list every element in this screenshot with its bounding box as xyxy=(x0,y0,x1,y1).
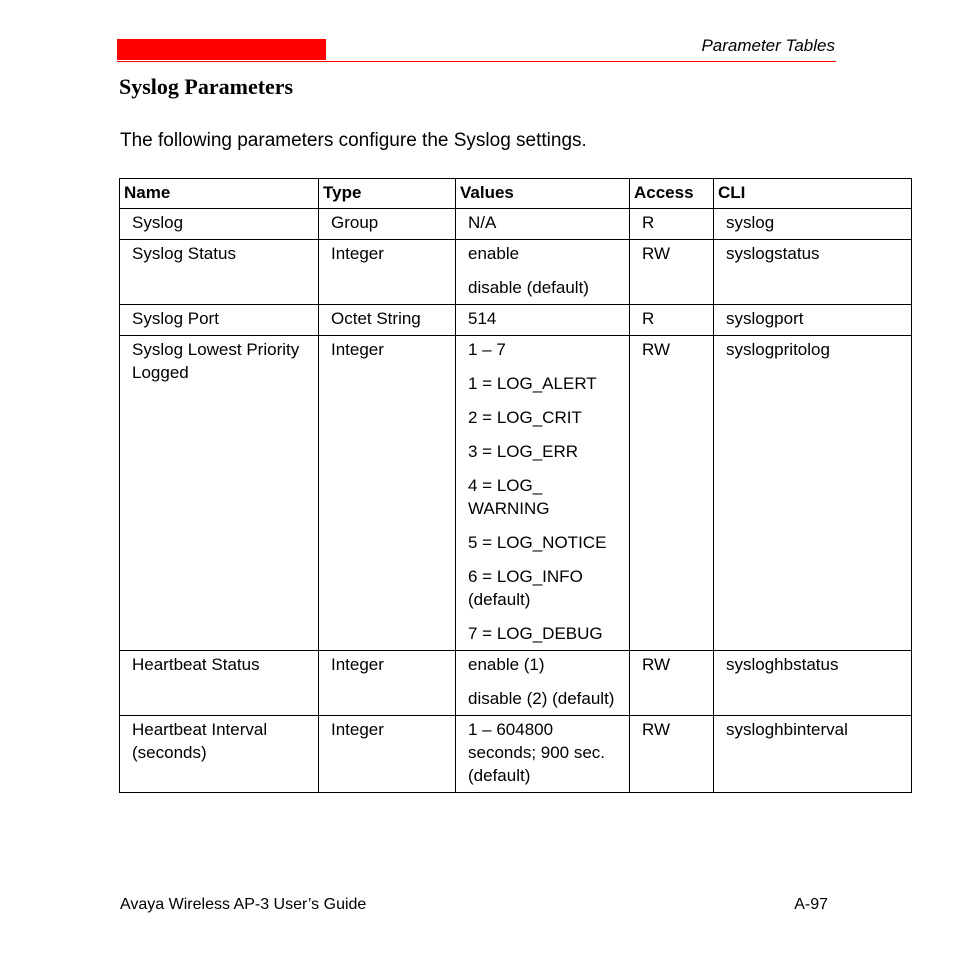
cell-type: Integer xyxy=(319,651,456,716)
cell-name: Syslog Lowest Priority Logged xyxy=(120,336,319,651)
cell-type: Group xyxy=(319,209,456,240)
cell-cli: syslog xyxy=(714,209,912,240)
cell-name: Syslog xyxy=(120,209,319,240)
column-header-name: Name xyxy=(120,179,319,209)
value-line: disable (2) (default) xyxy=(468,689,615,708)
cell-name: Heartbeat Interval (seconds) xyxy=(120,716,319,793)
cell-type: Octet String xyxy=(319,305,456,336)
cell-name: Syslog Port xyxy=(120,305,319,336)
section-title: Syslog Parameters xyxy=(119,74,294,99)
cell-values xyxy=(456,716,630,793)
cell-type: Integer xyxy=(319,240,456,305)
table-row xyxy=(120,305,912,336)
value-line: disable (default) xyxy=(468,278,589,297)
column-header-access: Access xyxy=(630,179,714,209)
cell-cli: sysloghbstatus xyxy=(714,651,912,716)
header-red-bar xyxy=(117,39,326,60)
footer-page-number: A-97 xyxy=(794,896,828,913)
value-line: 514 xyxy=(468,309,497,328)
cell-type: Integer xyxy=(319,336,456,651)
cell-access: RW xyxy=(630,716,714,793)
value-line: 4 = LOG_ WARNING xyxy=(468,476,550,518)
cell-values xyxy=(456,209,630,240)
value-line: N/A xyxy=(468,213,497,232)
table-row xyxy=(120,240,912,305)
cell-name: Syslog Status xyxy=(120,240,319,305)
value-line: 6 = LOG_INFO (default) xyxy=(468,567,583,609)
value-line: 5 = LOG_NOTICE xyxy=(468,533,607,552)
table-header-row xyxy=(120,179,912,209)
column-header-type: Type xyxy=(319,179,456,209)
cell-name: Heartbeat Status xyxy=(120,651,319,716)
cell-values xyxy=(456,305,630,336)
table-row xyxy=(120,651,912,716)
value-line: enable xyxy=(468,244,520,263)
column-header-values: Values xyxy=(456,179,630,209)
syslog-parameters-table xyxy=(119,178,912,793)
header-title: Parameter Tables xyxy=(701,36,835,55)
cell-values xyxy=(456,240,630,305)
value-line: enable (1) xyxy=(468,655,545,674)
table-row xyxy=(120,336,912,651)
cell-access: RW xyxy=(630,651,714,716)
cell-access: RW xyxy=(630,240,714,305)
value-line: 1 = LOG_ALERT xyxy=(468,374,597,393)
cell-cli: syslogport xyxy=(714,305,912,336)
cell-access: RW xyxy=(630,336,714,651)
value-line: 2 = LOG_CRIT xyxy=(468,408,582,427)
cell-access: R xyxy=(630,209,714,240)
cell-values xyxy=(456,651,630,716)
value-line: 7 = LOG_DEBUG xyxy=(468,624,603,643)
table-row xyxy=(120,209,912,240)
table-row xyxy=(120,716,912,793)
cell-cli: sysloghbinterval xyxy=(714,716,912,793)
column-header-cli: CLI xyxy=(714,179,912,209)
cell-type: Integer xyxy=(319,716,456,793)
intro-text: The following parameters configure the Syslog settings. xyxy=(120,130,587,151)
cell-cli: syslogstatus xyxy=(714,240,912,305)
footer-document-title: Avaya Wireless AP-3 User’s Guide xyxy=(120,896,367,913)
value-line: 1 – 7 xyxy=(468,340,506,359)
header-rule xyxy=(117,61,836,62)
cell-cli: syslogpritolog xyxy=(714,336,912,651)
cell-values xyxy=(456,336,630,651)
value-line: 1 – 604800 seconds; 900 sec. (default) xyxy=(468,720,606,785)
value-line: 3 = LOG_ERR xyxy=(468,442,579,461)
cell-access: R xyxy=(630,305,714,336)
